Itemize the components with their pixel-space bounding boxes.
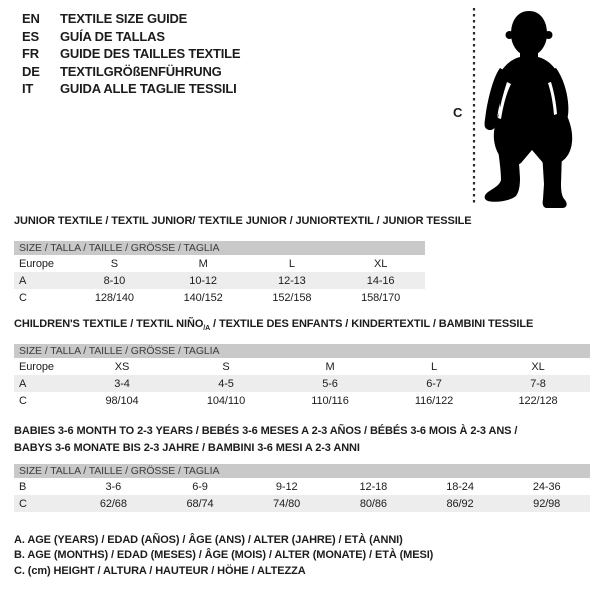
children-table-title [14, 318, 590, 331]
row-label: A [19, 377, 27, 390]
footnote-a: A. AGE (YEARS) / EDAD (AÑOS) / ÂGE (ANS) / ALTER (JAHRE) / ETÀ (ANNI) [14, 534, 403, 546]
footnotes [14, 533, 433, 579]
size-header-bar: SIZE / TALLA / TAILLE / GRÖSSE / TAGLIA [14, 464, 590, 478]
language-title: TEXTILGRÖßENFÜHRUNG [60, 63, 222, 79]
table-row [14, 495, 590, 512]
height-label-c: C [453, 105, 463, 120]
table-cell: 128/140 [94, 291, 134, 304]
language-list [22, 10, 240, 98]
language-title: GUÍA DE TALLAS [60, 28, 165, 44]
table-row [14, 255, 425, 272]
table-cell: 62/68 [99, 497, 127, 510]
title-subscript: /A [203, 325, 211, 333]
table-row [14, 358, 590, 375]
baby-silhouette-icon [440, 0, 600, 215]
table-cell: 3-4 [114, 377, 130, 390]
baby-height-figure [440, 0, 600, 215]
table-cell: XL [531, 360, 545, 373]
children-table-section [14, 318, 590, 409]
table-cell: 14-16 [366, 274, 395, 287]
table-cell: 104/110 [206, 394, 246, 407]
table-cell: 12-18 [359, 480, 388, 493]
language-code: IT [22, 81, 34, 97]
table-cell: 9-12 [275, 480, 298, 493]
babies-table-section [14, 423, 590, 512]
table-cell: L [288, 257, 295, 270]
table-row [14, 392, 590, 409]
language-code: EN [22, 11, 40, 27]
language-code: DE [22, 63, 40, 79]
table-cell: 110/116 [311, 394, 349, 407]
language-row-de [22, 63, 240, 81]
table-cell: 6-9 [192, 480, 208, 493]
babies-table-title [14, 423, 590, 457]
table-cell: 6-7 [426, 377, 442, 390]
row-label: C [19, 291, 27, 304]
language-code: FR [22, 46, 39, 62]
language-title: GUIDA ALLE TAGLIE TESSILI [60, 81, 237, 97]
babies-title-line1: BABIES 3-6 MONTH TO 2-3 YEARS / BEBÉS 3-6 MESES A 2-3 AÑOS / BÉBÉS 3-6 MOIS À 2-3 ANS / [14, 425, 518, 437]
row-label: C [19, 497, 27, 510]
language-title: GUIDE DES TAILLES TEXTILE [60, 46, 241, 62]
footnote-c: C. (cm) HEIGHT / ALTURA / HAUTEUR / HÖHE / ALTEZZA [14, 564, 306, 577]
table-cell: M [198, 257, 208, 270]
row-label: C [19, 394, 27, 407]
size-header-bar: SIZE / TALLA / TAILLE / GRÖSSE / TAGLIA [14, 241, 425, 255]
row-label: Europe [19, 257, 54, 270]
table-row [14, 272, 425, 289]
table-cell: 4-5 [218, 377, 234, 390]
table-cell: S [222, 360, 230, 373]
table-cell: S [110, 257, 118, 270]
table-cell: 24-36 [532, 480, 561, 493]
table-cell: 8-10 [103, 274, 126, 287]
table-cell: 122/128 [518, 394, 558, 407]
row-label: A [19, 274, 27, 287]
table-cell: L [430, 360, 438, 373]
language-code: ES [22, 28, 39, 44]
table-cell: M [325, 360, 335, 373]
table-cell: 86/92 [446, 497, 474, 510]
language-row-es [22, 28, 240, 46]
table-cell: 18-24 [446, 480, 474, 493]
table-cell: 12-13 [278, 274, 306, 287]
table-row [14, 375, 590, 392]
table-cell: 116/122 [414, 394, 454, 407]
footnote-b: B. AGE (MONTHS) / EDAD (MESES) / ÂGE (MOIS) / ALTER (MONATE) / ETÀ (MESI) [14, 549, 434, 562]
table-row [14, 289, 425, 306]
title-part: / TEXTILE DES ENFANTS / KINDERTEXTIL / BAMBINI TESSILE [210, 318, 534, 330]
title-part: CHILDREN'S TEXTILE / TEXTIL NIÑO [14, 318, 204, 330]
toddler-silhouette [485, 11, 573, 208]
table-cell: XL [373, 257, 388, 270]
size-header-bar: SIZE / TALLA / TAILLE / GRÖSSE / TAGLIA [14, 344, 590, 358]
table-cell: 140/152 [183, 291, 223, 304]
language-title: TEXTILE SIZE GUIDE [60, 11, 188, 27]
table-cell: 92/98 [533, 497, 561, 510]
table-cell: 158/170 [361, 291, 401, 304]
language-row-fr [22, 45, 240, 63]
language-row-en [22, 10, 240, 28]
table-cell: 98/104 [105, 394, 139, 407]
table-cell: 152/158 [272, 291, 312, 304]
table-cell: 68/74 [186, 497, 214, 510]
babies-title-line2: BABYS 3-6 MONATE BIS 2-3 JAHRE / BAMBINI 3-6 MESI A 2-3 ANNI [14, 442, 360, 454]
table-cell: 80/86 [359, 497, 387, 510]
junior-table-title: JUNIOR TEXTILE / TEXTIL JUNIOR/ TEXTILE JUNIOR / JUNIORTEXTIL / JUNIOR TESSILE [14, 215, 472, 227]
row-label: Europe [19, 360, 54, 373]
table-cell: 5-6 [322, 377, 338, 390]
language-row-it [22, 80, 240, 98]
junior-table-section [14, 215, 472, 306]
table-cell: 74/80 [273, 497, 301, 510]
table-row [14, 478, 590, 495]
table-cell: 7-8 [530, 377, 546, 390]
row-label: B [19, 480, 27, 493]
table-cell: 3-6 [105, 480, 122, 493]
table-cell: 10-12 [189, 274, 217, 287]
table-cell: XS [114, 360, 130, 373]
